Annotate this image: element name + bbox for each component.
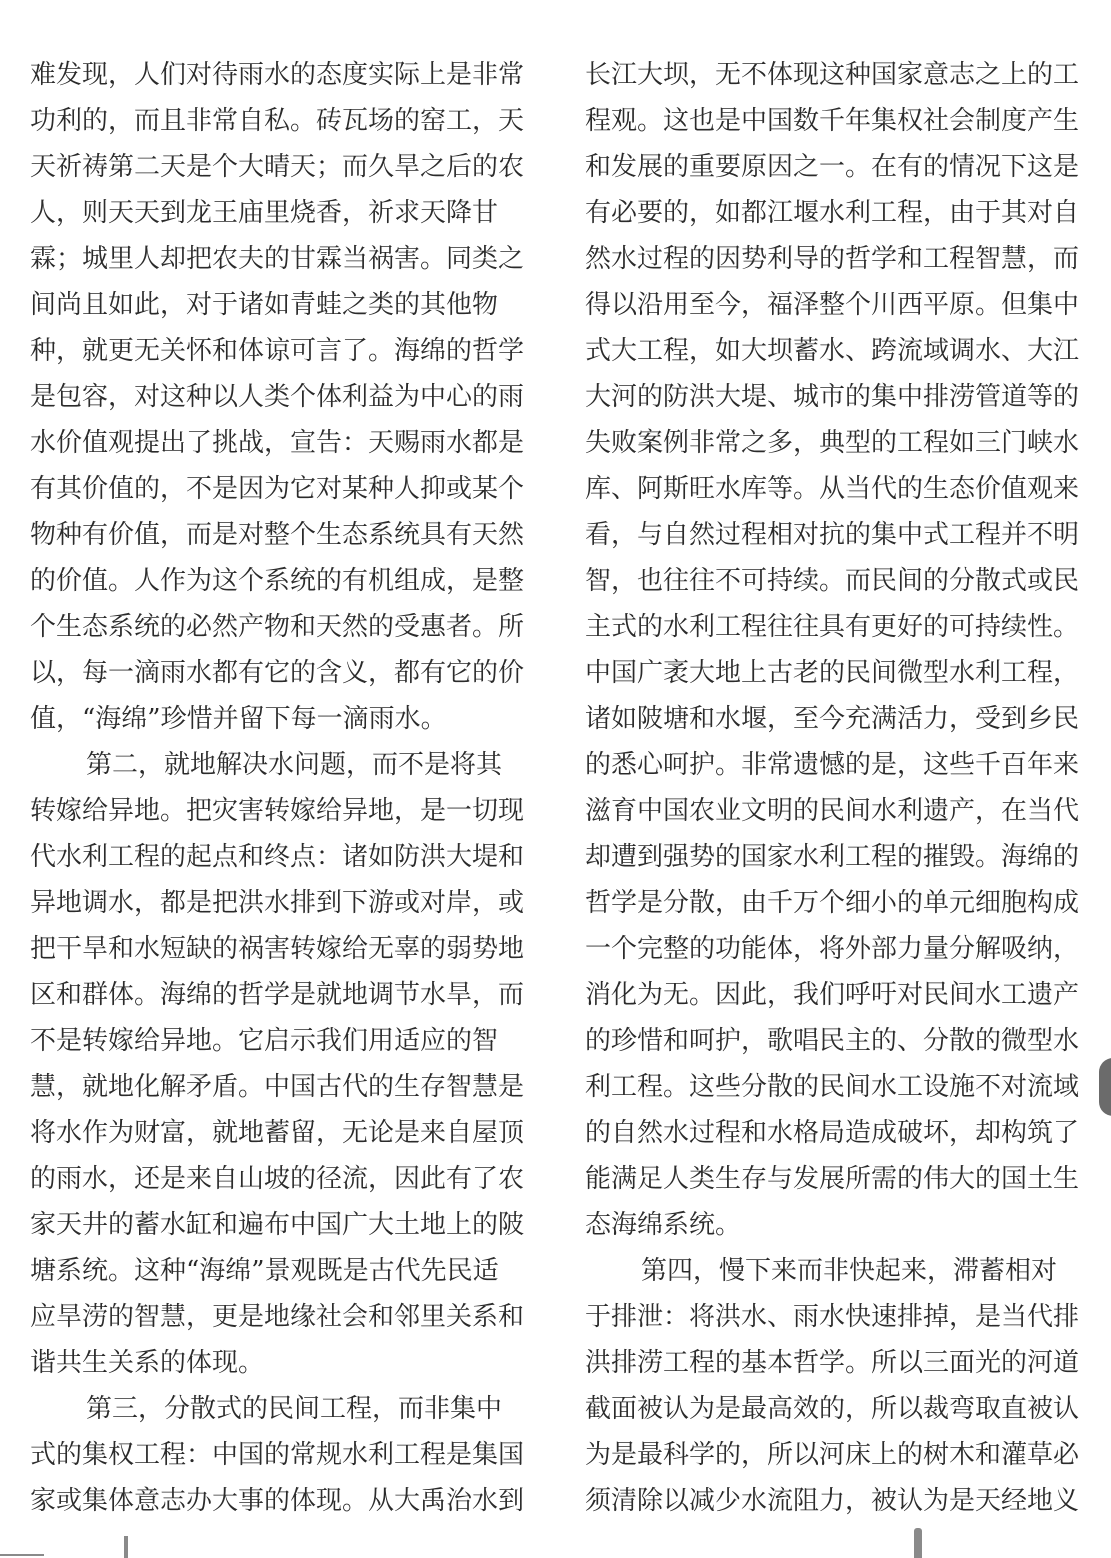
text-line: 于排泄：将洪水、雨水快速排掉，是当代排 xyxy=(585,1302,1080,1332)
right-text-column xyxy=(585,52,1083,1524)
text-line: 哲学是分散，由千万个细小的单元细胞构成 xyxy=(585,888,1080,918)
text-line: 有其价值的，不是因为它对某种人抑或某个 xyxy=(30,474,525,504)
text-line: 难发现，人们对待雨水的态度实际上是非常 xyxy=(30,60,525,90)
text-line: 种，就更无关怀和体谅可言了。海绵的哲学 xyxy=(30,336,525,366)
text-line: 诸如陂塘和水堰，至今充满活力，受到乡民 xyxy=(585,704,1080,734)
text-line: 水价值观提出了挑战，宣告：天赐雨水都是 xyxy=(30,428,525,458)
text-line: 间尚且如此，对于诸如青蛙之类的其他物 xyxy=(30,290,499,320)
text-line: 的自然水过程和水格局造成破坏，却构筑了 xyxy=(585,1118,1080,1148)
text-line: 不是转嫁给异地。它启示我们用适应的智 xyxy=(30,1026,499,1056)
text-line: 态海绵系统。 xyxy=(585,1210,742,1240)
text-line: 看，与自然过程相对抗的集中式工程并不明 xyxy=(585,520,1080,550)
text-line: 异地调水，都是把洪水排到下游或对岸，或 xyxy=(30,888,525,918)
text-line: 得以沿用至今，福泽整个川西平原。但集中 xyxy=(585,290,1080,320)
page-edge-tab[interactable] xyxy=(1099,1058,1111,1116)
text-line: 主式的水利工程往往具有更好的可持续性。 xyxy=(585,612,1080,642)
text-line: 利工程。这些分散的民间水工设施不对流域 xyxy=(585,1072,1080,1102)
text-line: 式的集权工程：中国的常规水利工程是集国 xyxy=(30,1440,525,1470)
paragraph-start-line: 第四，慢下来而非快起来，滞蓄相对 xyxy=(641,1256,1058,1286)
text-line: 转嫁给异地。把灾害转嫁给异地，是一切现 xyxy=(30,796,525,826)
text-line: 家或集体意志办大事的体现。从大禹治水到 xyxy=(30,1486,525,1516)
text-line: 是包容，对这种以人类个体利益为中心的雨 xyxy=(30,382,525,412)
text-line: 却遭到强势的国家水利工程的摧毁。海绵的 xyxy=(585,842,1080,872)
text-line: 个生态系统的必然产物和天然的受惠者。所 xyxy=(30,612,525,642)
text-line: 能满足人类生存与发展所需的伟大的国土生 xyxy=(585,1164,1080,1194)
text-line: 值，“海绵”珍惜并留下每一滴雨水。 xyxy=(30,704,447,734)
text-line: 霖；城里人却把农夫的甘霖当祸害。同类之 xyxy=(30,244,525,274)
text-line: 程观。这也是中国数千年集权社会制度产生 xyxy=(585,106,1080,136)
text-line: 的价值。人作为这个系统的有机组成，是整 xyxy=(30,566,525,596)
crop-mark xyxy=(124,1536,128,1558)
text-line: 代水利工程的起点和终点：诸如防洪大堤和 xyxy=(30,842,525,872)
text-line: 的悉心呵护。非常遗憾的是，这些千百年来 xyxy=(585,750,1080,780)
text-line: 截面被认为是最高效的，所以裁弯取直被认 xyxy=(585,1394,1080,1424)
text-line: 功利的，而且非常自私。砖瓦场的窑工，天 xyxy=(30,106,525,136)
left-text-column xyxy=(30,52,528,1524)
text-line: 中国广袤大地上古老的民间微型水利工程， xyxy=(585,658,1080,688)
text-line: 应旱涝的智慧，更是地缘社会和邻里关系和 xyxy=(30,1302,525,1332)
text-line: 将水作为财富，就地蓄留，无论是来自屋顶 xyxy=(30,1118,525,1148)
text-line: 天祈祷第二天是个大晴天；而久旱之后的农 xyxy=(30,152,525,182)
paragraph-start-line: 第二，就地解决水问题，而不是将其 xyxy=(86,750,503,780)
text-line: 慧，就地化解矛盾。中国古代的生存智慧是 xyxy=(30,1072,525,1102)
text-line: 为是最科学的，所以河床上的树木和灌草必 xyxy=(585,1440,1080,1470)
text-line: 谐共生关系的体现。 xyxy=(30,1348,265,1378)
text-line: 式大工程，如大坝蓄水、跨流域调水、大江 xyxy=(585,336,1080,366)
text-line: 一个完整的功能体，将外部力量分解吸纳， xyxy=(585,934,1080,964)
text-line: 把干旱和水短缺的祸害转嫁给无辜的弱势地 xyxy=(30,934,525,964)
text-line: 家天井的蓄水缸和遍布中国广大土地上的陂 xyxy=(30,1210,525,1240)
text-line: 滋育中国农业文明的民间水利遗产，在当代 xyxy=(585,796,1080,826)
text-line: 洪排涝工程的基本哲学。所以三面光的河道 xyxy=(585,1348,1080,1378)
text-line: 库、阿斯旺水库等。从当代的生态价值观来 xyxy=(585,474,1080,504)
text-line: 大河的防洪大堤、城市的集中排涝管道等的 xyxy=(585,382,1080,412)
text-line: 长江大坝，无不体现这种国家意志之上的工 xyxy=(585,60,1080,90)
text-line: 然水过程的因势利导的哲学和工程智慧，而 xyxy=(585,244,1080,274)
text-line: 的雨水，还是来自山坡的径流，因此有了农 xyxy=(30,1164,525,1194)
text-line: 以，每一滴雨水都有它的含义，都有它的价 xyxy=(30,658,525,688)
text-line: 区和群体。海绵的哲学是就地调节水旱，而 xyxy=(30,980,525,1010)
text-line: 的珍惜和呵护，歌唱民主的、分散的微型水 xyxy=(585,1026,1080,1056)
text-line: 有必要的，如都江堰水利工程，由于其对自 xyxy=(585,198,1080,228)
paragraph-start-line: 第三，分散式的民间工程，而非集中 xyxy=(86,1394,503,1424)
text-line: 和发展的重要原因之一。在有的情况下这是 xyxy=(585,152,1080,182)
text-line: 智，也往往不可持续。而民间的分散式或民 xyxy=(585,566,1080,596)
text-line: 物种有价值，而是对整个生态系统具有天然 xyxy=(30,520,525,550)
crop-mark xyxy=(914,1528,922,1558)
text-line: 失败案例非常之多，典型的工程如三门峡水 xyxy=(585,428,1080,458)
text-line: 消化为无。因此，我们呼吁对民间水工遗产 xyxy=(585,980,1080,1010)
crop-mark xyxy=(0,1554,44,1556)
text-line: 塘系统。这种“海绵”景观既是古代先民适 xyxy=(30,1256,499,1286)
text-line: 须清除以减少水流阻力，被认为是天经地义 xyxy=(585,1486,1080,1516)
text-line: 人，则天天到龙王庙里烧香，祈求天降甘 xyxy=(30,198,499,228)
